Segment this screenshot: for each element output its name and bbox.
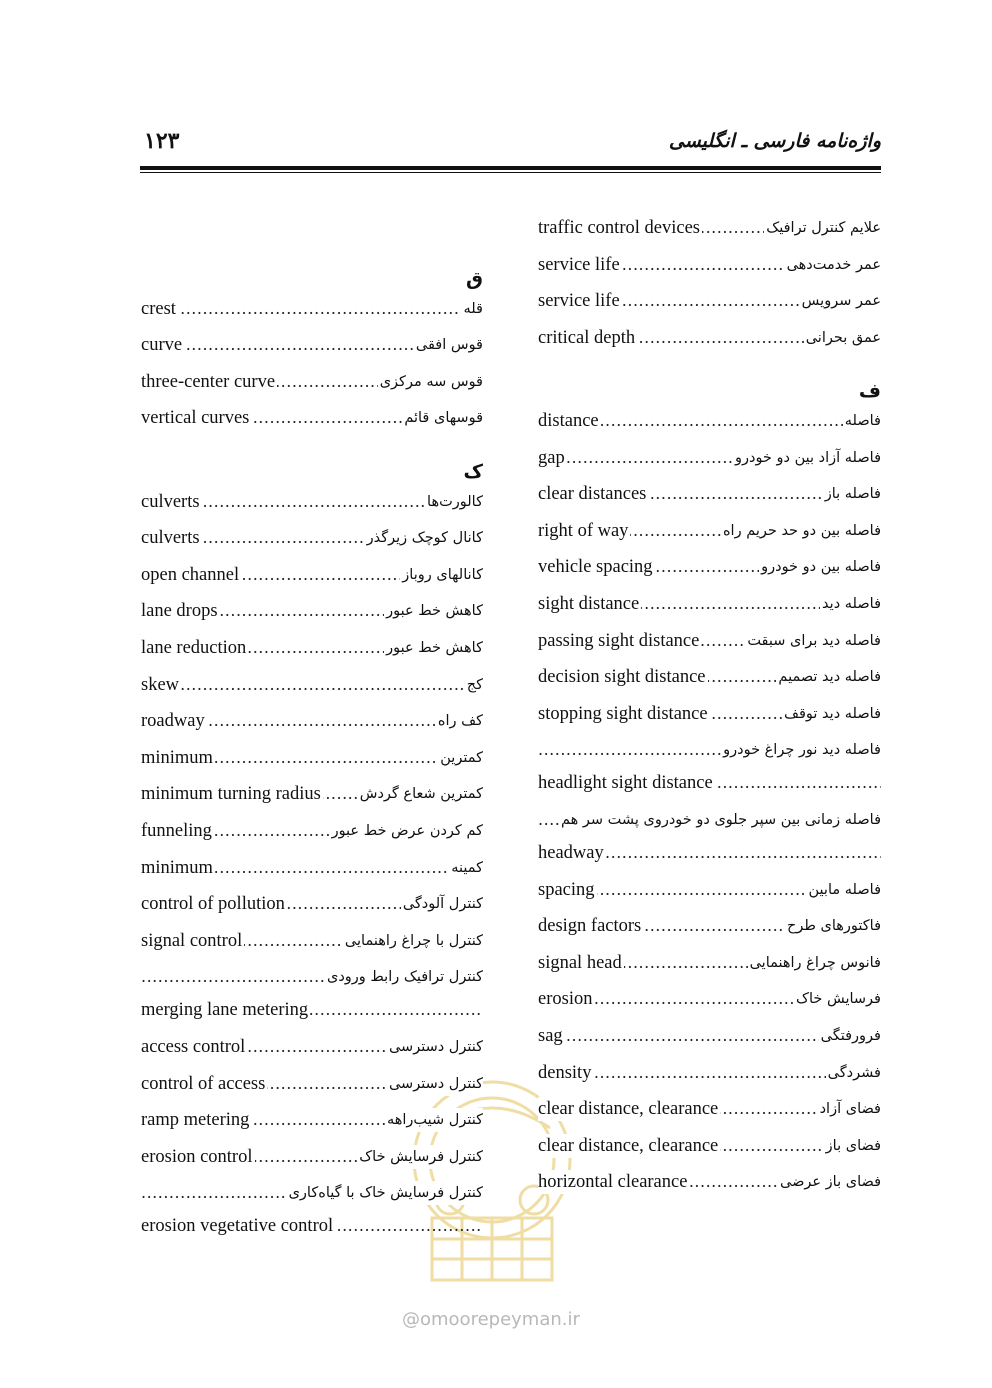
english-term: minimum: [141, 747, 213, 768]
english-term: gap: [538, 447, 565, 468]
persian-term: فاصله دید تصمیم: [776, 665, 881, 689]
english-term: sag: [538, 1026, 563, 1046]
persian-term: کاهش خط عبور: [384, 636, 483, 660]
english-term: clear distance, clearance: [538, 1099, 719, 1120]
english-term: vehicle spacing: [538, 557, 653, 578]
glossary-entry: [141, 819, 483, 843]
persian-term: فاکتورهای طرح: [785, 914, 881, 938]
english-term: density: [538, 1062, 592, 1083]
persian-term: فاصله بین دو خودرو: [759, 555, 881, 579]
persian-term: علایم کنترل ترافیک: [764, 216, 881, 240]
english-term: spacing: [538, 879, 595, 900]
glossary-entry: [538, 446, 881, 470]
section-letter-heading: ف: [858, 380, 881, 403]
persian-term: فضای باز عرضی: [778, 1170, 881, 1194]
glossary-entry: [141, 1072, 483, 1096]
english-term: clear distances: [538, 484, 647, 505]
english-term: skew: [141, 674, 180, 695]
persian-term: کنترل آلودگی: [401, 892, 483, 916]
glossary-entry: [141, 1181, 483, 1205]
glossary-entry: [141, 673, 483, 697]
english-term: critical depth: [538, 327, 636, 348]
glossary-entry: [141, 297, 483, 321]
header-rule-thin: [140, 172, 881, 173]
persian-term: عمر سرویس: [800, 289, 881, 313]
glossary-entry: [141, 709, 483, 733]
glossary-entry: [538, 1024, 881, 1048]
page-number: ۱۲۳: [144, 128, 180, 154]
persian-term: فرورفتگی: [819, 1024, 881, 1048]
english-term: minimum turning radius: [141, 784, 321, 805]
persian-term: فضای آزاد: [818, 1097, 881, 1121]
leader-dots: [141, 297, 483, 321]
glossary-entry: [141, 563, 483, 587]
glossary-entry: [141, 856, 483, 880]
glossary-entry: [538, 326, 881, 350]
glossary-entry: [141, 333, 483, 357]
persian-term: عمر خدمت‌دهی: [785, 253, 881, 277]
glossary-entry: [538, 1097, 881, 1121]
persian-term: فاصله باز: [823, 482, 881, 506]
glossary-entry: [141, 782, 483, 806]
leader-dots: [141, 673, 483, 697]
section-letter-heading: ک: [463, 461, 483, 483]
english-term: passing sight distance: [538, 630, 700, 651]
english-term: headway: [538, 843, 604, 863]
english-term: erosion control: [141, 1146, 253, 1167]
english-term: control of access: [141, 1073, 266, 1094]
english-term: funneling: [141, 821, 212, 841]
persian-term: عمق بحرانی: [804, 326, 881, 350]
glossary-entry: [538, 771, 881, 795]
english-term: horizontal clearance: [538, 1172, 688, 1193]
persian-term: کمترین شعاع گردش: [358, 782, 483, 806]
persian-term: کنترل دسترسی: [387, 1072, 483, 1096]
persian-term: فاصله دید توقف: [782, 702, 881, 726]
english-term: open channel: [141, 564, 240, 585]
persian-term: کانال کوچک زیرگذر: [365, 526, 483, 550]
glossary-entry: [538, 409, 881, 433]
persian-term: فاصله دید نور چراغ خودرو: [721, 738, 881, 762]
english-term: lane drops: [141, 601, 218, 622]
persian-term: فاصله: [843, 409, 881, 433]
glossary-entry: [538, 253, 881, 277]
english-term: right of way: [538, 520, 629, 541]
glossary-entry: [538, 629, 881, 653]
persian-term: فرسایش خاک: [794, 987, 881, 1011]
glossary-entry: [141, 406, 483, 430]
english-term: culverts: [141, 528, 200, 549]
persian-term: فاصله دید: [820, 592, 881, 616]
english-term: erosion vegetative control: [141, 1216, 334, 1237]
glossary-entry: [141, 1145, 483, 1169]
glossary-entry: [538, 808, 881, 832]
english-term: signal head: [538, 952, 622, 973]
english-term: signal control: [141, 930, 243, 951]
glossary-entry: [141, 636, 483, 660]
english-term: service life: [538, 254, 620, 275]
glossary-entry: [538, 951, 881, 975]
persian-term: فاصله بین دو حد حریم راه: [721, 519, 881, 543]
glossary-entry: [141, 1035, 483, 1059]
glossary-entry: [141, 370, 483, 394]
glossary-entry: [538, 738, 881, 762]
persian-term: فاصله دید برای سبقت: [745, 629, 881, 653]
persian-term: قله: [461, 297, 483, 321]
english-term: sight distance: [538, 594, 640, 614]
glossary-entry: [141, 490, 483, 514]
persian-term: کم کردن عرض خط عبور: [330, 819, 483, 843]
glossary-entry: [538, 289, 881, 313]
running-title: واژه‌نامه فارسی ـ انگلیسی: [668, 130, 881, 152]
english-term: crest: [141, 298, 176, 319]
persian-term: کنترل فرسایش خاک با گیاه‌کاری: [287, 1181, 483, 1205]
glossary-entry: [538, 841, 881, 865]
persian-term: قوس افقی: [414, 333, 483, 357]
persian-term: کج: [465, 673, 483, 697]
section-letter-heading: ق: [466, 268, 483, 290]
glossary-entry: [538, 555, 881, 579]
glossary-entry: [538, 216, 881, 240]
persian-term: فانوس چراغ راهنمایی: [748, 951, 881, 975]
persian-term: کف راه: [436, 709, 483, 733]
watermark-site-credit: @omoorepeyman.ir: [402, 1309, 580, 1330]
english-term: stopping sight distance: [538, 703, 708, 724]
english-term: headlight sight distance: [538, 773, 713, 794]
english-term: control of pollution: [141, 894, 285, 915]
persian-term: قوسهای قائم: [402, 406, 483, 430]
persian-term: کنترل دسترسی: [387, 1035, 483, 1059]
glossary-entry: [141, 892, 483, 916]
persian-term: کمترین: [438, 746, 483, 770]
english-term: merging lane metering: [141, 1000, 309, 1021]
glossary-entry: [141, 929, 483, 953]
persian-term: کمینه: [449, 856, 483, 880]
glossary-entry: [141, 998, 483, 1022]
persian-term: کانالهای روباز: [400, 563, 483, 587]
persian-term: قوس سه مرکزی: [378, 370, 483, 394]
persian-term: کالورت‌ها: [425, 490, 483, 514]
english-term: erosion: [538, 989, 593, 1010]
glossary-entry: [538, 665, 881, 689]
persian-term: کنترل شیب‌راهه: [385, 1108, 483, 1132]
persian-term: فضای باز: [824, 1134, 881, 1158]
persian-term: کنترل با چراغ راهنمایی: [343, 929, 483, 953]
persian-term: کنترل ترافیک رابط ورودی: [325, 965, 483, 989]
english-term: minimum: [141, 857, 213, 878]
persian-term: فاصله آزاد بین دو خودرو: [733, 446, 881, 470]
glossary-entry: [538, 1061, 881, 1085]
english-term: design factors: [538, 916, 642, 937]
english-term: distance: [538, 411, 599, 431]
persian-term: فشردگی: [826, 1061, 881, 1085]
english-term: service life: [538, 291, 620, 312]
glossary-entry: [538, 987, 881, 1011]
persian-term: فاصله زمانی بین سپر جلوی دو خودروی پشت سر هم: [559, 808, 881, 832]
persian-term: فاصله مابین: [807, 878, 881, 902]
glossary-entry: [538, 878, 881, 902]
glossary-entry: [141, 1108, 483, 1132]
english-term: traffic control devices: [538, 218, 700, 238]
english-term: access control: [141, 1037, 246, 1057]
english-term: three-center curve: [141, 371, 276, 392]
header-rule-thick: [140, 166, 881, 170]
english-term: vertical curves: [141, 408, 250, 429]
english-term: roadway: [141, 711, 205, 732]
glossary-entry: [538, 592, 881, 616]
english-term: decision sight distance: [538, 667, 706, 688]
glossary-entry: [538, 519, 881, 543]
english-term: lane reduction: [141, 638, 247, 658]
persian-term: کنترل فرسایش خاک: [357, 1145, 483, 1169]
english-term: ramp metering: [141, 1110, 250, 1131]
glossary-entry: [538, 1134, 881, 1158]
glossary-entry: [141, 599, 483, 623]
glossary-entry: [538, 482, 881, 506]
english-term: curve: [141, 335, 183, 356]
glossary-entry: [538, 914, 881, 938]
glossary-entry: [538, 702, 881, 726]
glossary-entry: [141, 965, 483, 989]
glossary-entry: [141, 746, 483, 770]
english-term: culverts: [141, 491, 200, 512]
glossary-entry: [141, 1214, 483, 1238]
page-header: [140, 128, 881, 156]
persian-term: کاهش خط عبور: [384, 599, 483, 623]
glossary-entry: [538, 1170, 881, 1194]
glossary-entry: [141, 526, 483, 550]
english-term: clear distance, clearance: [538, 1135, 719, 1156]
